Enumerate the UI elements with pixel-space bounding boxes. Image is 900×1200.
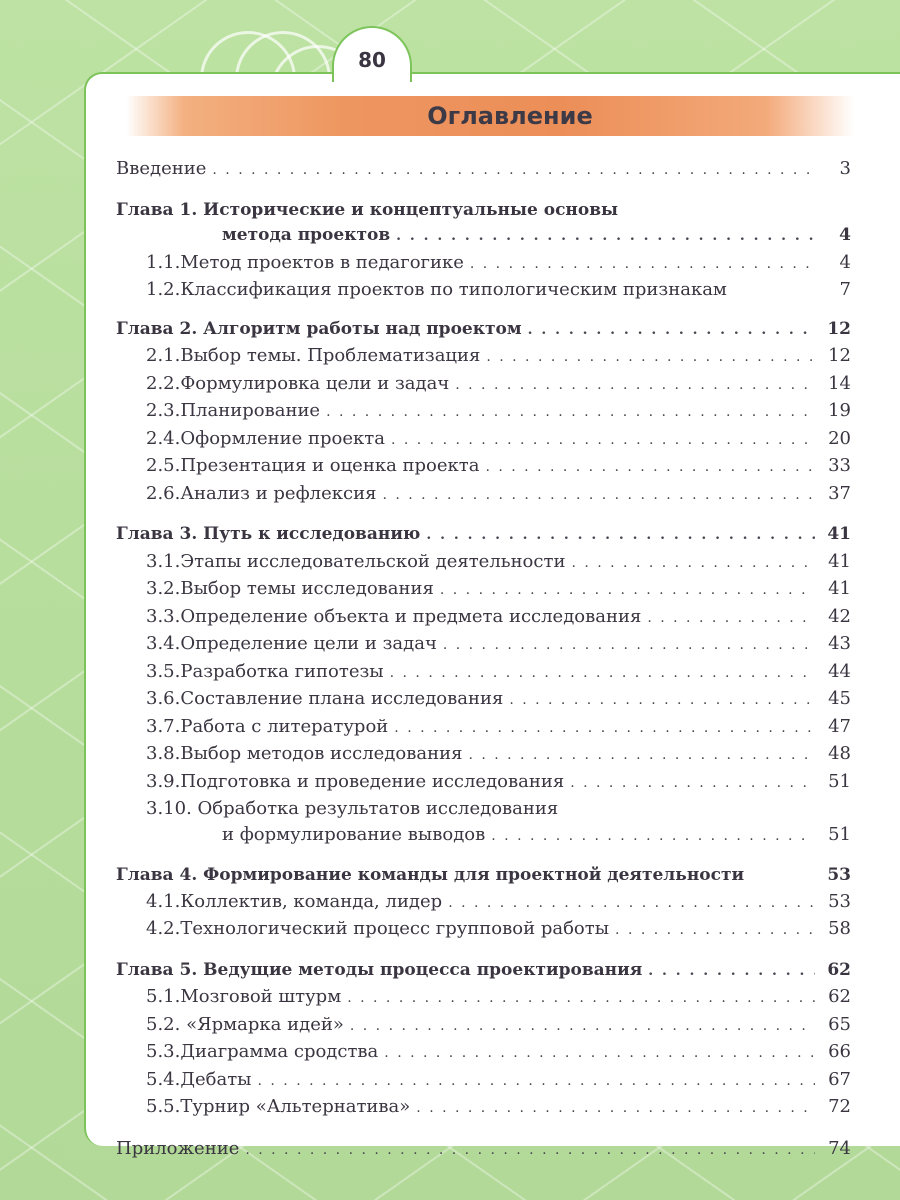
leader-dots [416, 1096, 815, 1122]
toc-section-2-6[interactable] [116, 481, 851, 509]
entry-page: 47 [828, 715, 851, 737]
section-number: 3.3. [146, 605, 181, 627]
chapter-label: Глава 1. Исторические и концептуальные основы [116, 199, 619, 220]
section-number: 5.5. [146, 1096, 181, 1117]
entry-page: 7 [839, 279, 851, 300]
leader-dots [245, 1138, 815, 1164]
section-number: 3.7. [146, 715, 181, 737]
toc-section-5-3[interactable] [116, 1039, 851, 1067]
section-number: 3.1. [146, 550, 181, 572]
entry-page: 4 [839, 251, 851, 273]
section-label: Анализ и рефлексия [180, 482, 377, 504]
section-number: 4.1. [146, 890, 181, 912]
section-number: 5.1. [146, 986, 181, 1007]
section-label: Составление плана исследования [180, 688, 504, 709]
section-label: Презентация и оценка проекта [180, 455, 480, 476]
section-label: Метод проектов в педагогике [180, 251, 464, 273]
toc-section-3-4[interactable] [116, 631, 851, 659]
toc-section-3-10-line1[interactable] [116, 796, 851, 822]
toc-section-3-5[interactable] [116, 659, 851, 687]
leader-dots [648, 959, 815, 985]
entry-page: 74 [828, 1137, 851, 1159]
entry-label: Приложение [116, 1137, 240, 1159]
toc-entry-appendix[interactable] [116, 1136, 851, 1164]
section-number: 3.6. [146, 688, 181, 709]
section-label: Определение объекта и предмета исследования [180, 605, 642, 627]
section-label: Мозговой штурм [180, 986, 342, 1007]
chapter-label: Глава 4. Формирование команды для проектной деятельности [116, 865, 745, 885]
leader-dots [571, 551, 815, 577]
leader-dots [443, 633, 815, 659]
leader-dots [350, 1014, 815, 1040]
toc-section-3-8[interactable] [116, 741, 851, 769]
toc-section-2-1[interactable] [116, 343, 851, 371]
entry-page: 20 [828, 427, 851, 449]
toc-section-2-4[interactable] [116, 426, 851, 454]
entry-page: 42 [828, 605, 851, 627]
section-label: Этапы исследовательской деятельности [180, 550, 566, 572]
leader-dots [470, 252, 815, 278]
toc-section-4-2[interactable] [116, 916, 851, 944]
leader-dots [528, 318, 815, 344]
entry-page: 43 [828, 633, 851, 654]
leader-dots [486, 345, 815, 371]
entry-page: 65 [828, 1013, 851, 1035]
entry-page: 4 [839, 225, 851, 245]
toc-section-5-5[interactable] [116, 1094, 851, 1122]
leader-dots [615, 918, 815, 944]
section-number: 2.5. [146, 455, 181, 476]
entry-page: 37 [828, 482, 851, 504]
section-number: 2.4. [146, 427, 181, 449]
leader-dots [455, 373, 815, 399]
section-label: Оформление проекта [180, 427, 385, 449]
section-number: 2.6. [146, 482, 181, 504]
toc-section-3-6[interactable] [116, 686, 851, 714]
section-number: 2.1. [146, 345, 181, 366]
section-number: 5.4. [146, 1068, 181, 1090]
entry-page: 3 [839, 158, 851, 179]
toc-chapter-1-line1[interactable] [116, 198, 851, 224]
section-number: 3.8. [146, 743, 181, 764]
entry-page: 53 [828, 890, 851, 912]
toc-section-3-1[interactable] [116, 549, 851, 577]
section-label: Разработка гипотезы [180, 660, 384, 682]
title-banner [126, 96, 854, 136]
toc-chapter-1[interactable] [116, 223, 851, 250]
entry-page: 12 [828, 345, 851, 366]
toc-section-3-10[interactable] [116, 822, 851, 850]
section-number: 1.2. [146, 279, 181, 300]
leader-dots [509, 688, 815, 714]
leader-dots [426, 523, 815, 549]
leader-dots [390, 661, 815, 687]
leader-dots [326, 400, 815, 426]
chapter-label: метода проектов [222, 225, 391, 245]
leader-dots [258, 1069, 816, 1095]
section-label: и формулирование выводов [222, 823, 486, 845]
toc-section-2-5[interactable] [116, 453, 851, 481]
section-number: 2.2. [146, 372, 181, 394]
entry-page: 14 [828, 372, 851, 394]
toc-section-3-2[interactable] [116, 576, 851, 604]
toc-section-5-4[interactable] [116, 1067, 851, 1095]
page-title: Оглавление [427, 102, 593, 130]
chapter-label: Глава 5. Ведущие методы процесса проектирования [116, 959, 643, 980]
toc-chapter-2[interactable] [116, 317, 851, 344]
section-label: Обработка результатов исследования [197, 798, 559, 819]
toc-section-3-7[interactable] [116, 714, 851, 742]
entry-page: 67 [828, 1068, 851, 1090]
section-label: Планирование [180, 400, 321, 421]
section-number: 1.1. [146, 251, 181, 273]
toc-section-2-3[interactable] [116, 398, 851, 426]
toc-card [84, 72, 900, 1159]
toc-section-1-1[interactable] [116, 250, 851, 278]
entry-page: 51 [828, 770, 851, 792]
leader-dots [394, 716, 815, 742]
chapter-label: Глава 3. Путь к исследованию [116, 524, 421, 544]
leader-dots [384, 1041, 815, 1067]
section-label: Дебаты [180, 1068, 252, 1090]
entry-page: 48 [828, 743, 851, 764]
leader-dots [396, 224, 815, 250]
section-number: 5.3. [146, 1041, 181, 1062]
section-number: 3.4. [146, 633, 181, 654]
leader-dots [440, 578, 815, 604]
section-label: Выбор темы. Проблематизация [180, 345, 481, 366]
leader-dots [448, 891, 815, 917]
leader-dots [491, 824, 815, 850]
section-label: Формулировка цели и задач [180, 372, 450, 394]
section-label: Коллектив, команда, лидер [180, 890, 443, 912]
toc-section-4-1[interactable] [116, 889, 851, 917]
leader-dots [391, 428, 815, 454]
toc-section-3-3[interactable] [116, 604, 851, 632]
toc-section-5-2[interactable] [116, 1012, 851, 1040]
section-label: Выбор методов исследования [180, 743, 463, 764]
leader-dots [347, 986, 815, 1012]
entry-page: 53 [827, 865, 851, 885]
toc-section-5-1[interactable] [116, 984, 851, 1012]
toc-chapter-5[interactable] [116, 958, 851, 985]
toc-chapter-3[interactable] [116, 522, 851, 549]
leader-dots [485, 455, 815, 481]
entry-page: 41 [828, 578, 851, 599]
table-of-contents [116, 156, 851, 1163]
toc-section-3-9[interactable] [116, 769, 851, 797]
entry-page: 45 [828, 688, 851, 709]
section-number: 3.2. [146, 578, 181, 599]
section-number: 2.3. [146, 400, 181, 421]
entry-page: 19 [828, 400, 851, 421]
entry-page: 58 [828, 918, 851, 939]
section-number: 3.10. [146, 798, 192, 819]
section-label: Подготовка и проведение исследования [180, 770, 565, 792]
toc-chapter-4[interactable] [116, 863, 851, 889]
chapter-label: Глава 2. Алгоритм работы над проектом [116, 318, 522, 339]
toc-entry-intro[interactable] [116, 156, 851, 184]
section-number: 3.9. [146, 770, 181, 792]
toc-section-1-2[interactable] [116, 277, 851, 303]
entry-page: 33 [828, 455, 851, 476]
section-label: Технологический процесс групповой работы [180, 918, 610, 939]
leader-dots [212, 158, 815, 184]
leader-dots [382, 483, 815, 509]
entry-page: 41 [828, 550, 851, 572]
toc-section-2-2[interactable] [116, 371, 851, 399]
section-label: Выбор темы исследования [180, 578, 434, 599]
section-label: Турнир «Альтернатива» [180, 1096, 411, 1117]
entry-page: 12 [827, 318, 851, 339]
section-label: Классификация проектов по типологическим признакам [180, 279, 727, 300]
entry-page: 41 [827, 524, 851, 544]
section-label: Работа с литературой [180, 715, 389, 737]
section-number: 5.2. [146, 1013, 181, 1035]
page-number: 80 [358, 48, 386, 72]
section-number: 4.2. [146, 918, 181, 939]
entry-page: 62 [828, 986, 851, 1007]
entry-page: 66 [828, 1041, 851, 1062]
entry-page: 72 [828, 1096, 851, 1117]
entry-page: 62 [827, 959, 851, 980]
entry-page: 44 [828, 660, 851, 682]
leader-dots [647, 606, 815, 632]
section-label: Определение цели и задач [180, 633, 437, 654]
entry-label: Введение [116, 158, 207, 179]
section-label: «Ярмарка идей» [186, 1013, 344, 1035]
entry-page: 51 [828, 823, 851, 845]
leader-dots [570, 771, 815, 797]
leader-dots [468, 743, 815, 769]
section-label: Диаграмма сродства [180, 1041, 379, 1062]
section-number: 3.5. [146, 660, 181, 682]
